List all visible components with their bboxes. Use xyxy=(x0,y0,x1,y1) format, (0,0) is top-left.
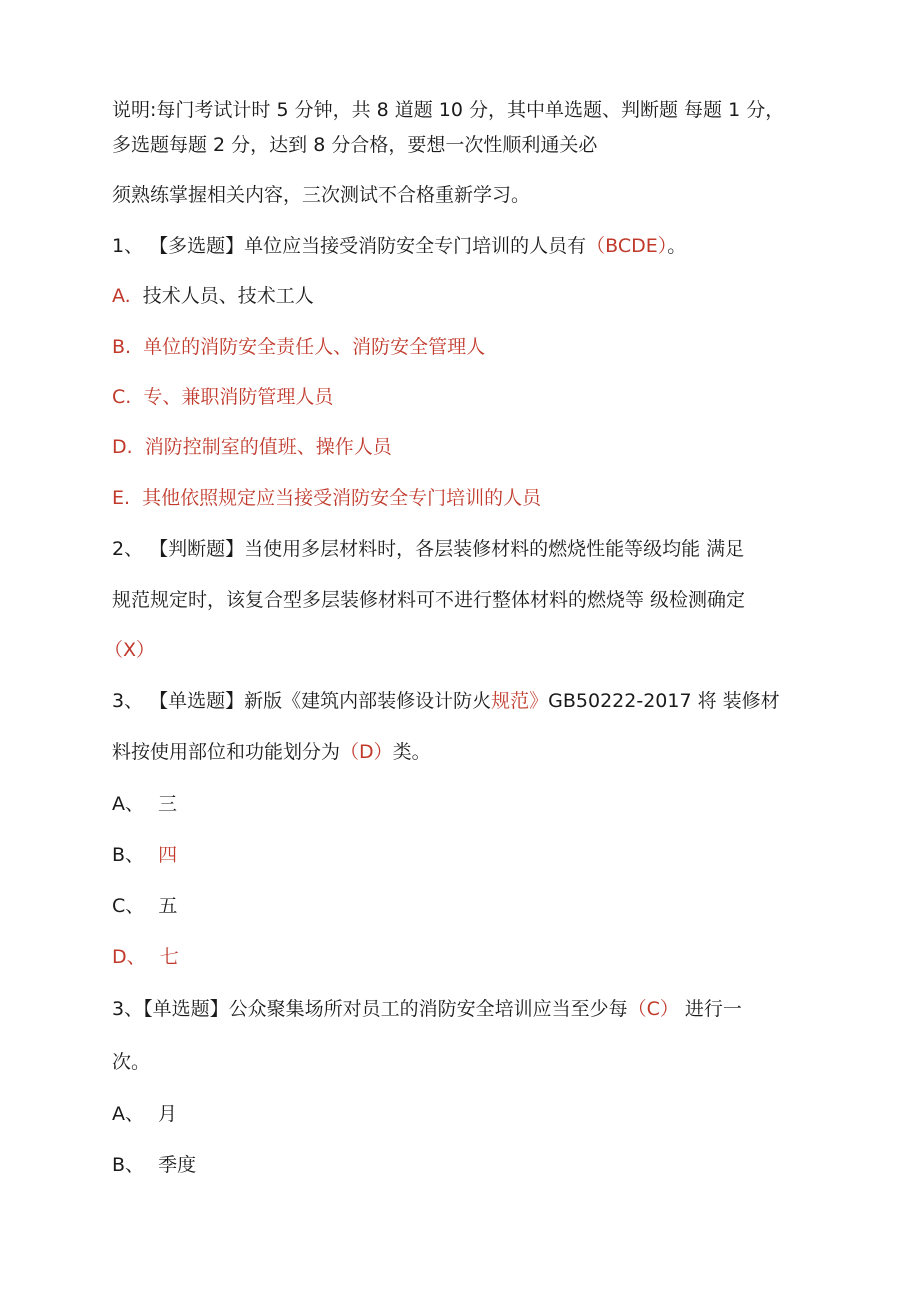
intro-line-2: 多选题每题 2 分，达到 8 分合格，要想一次性顺利通关必 xyxy=(112,134,598,156)
option-text: 三 xyxy=(158,793,178,815)
q3-option-d xyxy=(112,945,179,969)
option-letter: A、 xyxy=(112,1103,144,1125)
question-4-answer: （C） xyxy=(627,998,679,1020)
q4-option-a xyxy=(112,1102,177,1126)
question-1-tail: 。 xyxy=(667,235,687,257)
q1-option-d xyxy=(112,435,392,459)
q3-option-c xyxy=(112,894,177,918)
question-1-answer: （BCDE） xyxy=(586,235,668,257)
question-1-text: 1、 【多选题】单位应当接受消防安全专门培训的人员有 xyxy=(112,235,587,257)
option-letter: D、 xyxy=(112,946,146,968)
q1-option-c xyxy=(112,385,333,409)
q1-option-a xyxy=(112,284,314,308)
q4-option-b xyxy=(112,1153,196,1177)
question-2-line-2: 规范规定时，该复合型多层装修材料可不进行整体材料的燃烧等 级检测确定 xyxy=(112,589,746,611)
option-letter: B、 xyxy=(112,844,145,866)
q1-option-b xyxy=(112,335,485,359)
question-3-tail: 类。 xyxy=(392,741,431,763)
option-letter: A、 xyxy=(112,793,144,815)
option-letter: A. xyxy=(112,285,131,307)
question-4-text: 3、【单选题】公众聚集场所对员工的消防安全培训应当至少每 xyxy=(112,998,628,1020)
option-text: 单位的消防安全责任人、消防安全管理人 xyxy=(143,336,486,358)
question-3-text: 3、 【单选题】新版《建筑内部装修设计防火 xyxy=(112,690,492,712)
intro-line-3: 须熟练掌握相关内容，三次测试不合格重新学习。 xyxy=(112,184,531,206)
question-3-answer: （D） xyxy=(340,741,393,763)
question-4-tail: 进行一 xyxy=(678,998,742,1020)
question-2-answer: （X） xyxy=(104,639,156,661)
option-text: 专、兼职消防管理人员 xyxy=(143,386,334,408)
option-text: 月 xyxy=(158,1103,178,1125)
q3-option-b xyxy=(112,843,177,867)
question-4-line-2: 次。 xyxy=(112,1051,151,1073)
question-3-text-2: 料按使用部位和功能划分为 xyxy=(112,741,341,763)
option-text: 四 xyxy=(158,844,178,866)
q3-option-a xyxy=(112,792,177,816)
option-text: 五 xyxy=(158,895,178,917)
option-letter: C、 xyxy=(112,895,145,917)
question-3-line-2 xyxy=(112,740,431,764)
option-text: 七 xyxy=(159,946,179,968)
question-3-code: GB50222-2017 将 装修材 xyxy=(548,690,780,712)
option-letter: C. xyxy=(112,386,132,408)
option-text: 其他依照规定应当接受消防安全专门培训的人员 xyxy=(142,487,542,509)
option-letter: B. xyxy=(112,336,132,358)
question-3-highlight: 规范》 xyxy=(491,690,549,712)
question-4-line-1 xyxy=(112,997,742,1021)
option-text: 季度 xyxy=(158,1154,197,1176)
q1-option-e xyxy=(112,486,541,510)
intro-line-1: 说明:每门考试计时 5 分钟，共 8 道题 10 分，其中单选题、判断题 每题 1 分， xyxy=(112,99,785,121)
option-text: 消防控制室的值班、操作人员 xyxy=(144,436,392,458)
option-letter: B、 xyxy=(112,1154,145,1176)
question-1 xyxy=(112,234,686,258)
option-text: 技术人员、技术工人 xyxy=(142,285,314,307)
option-letter: D. xyxy=(112,436,133,458)
question-2-line-1: 2、 【判断题】当使用多层材料时，各层装修材料的燃烧性能等级均能 满足 xyxy=(112,538,745,560)
option-letter: E. xyxy=(112,487,131,509)
question-3-line-1 xyxy=(112,689,780,713)
